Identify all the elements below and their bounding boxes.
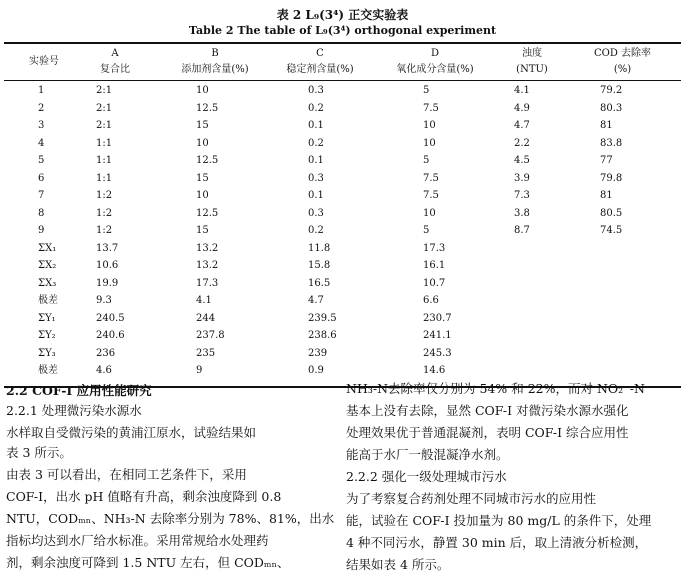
table-cell-b: 13.2	[196, 260, 219, 271]
table-cell-cod	[600, 240, 640, 258]
table-cell-c: 0.1	[308, 120, 324, 131]
table-cell-b: 10	[196, 137, 209, 149]
table-cell-a: 236	[96, 347, 116, 359]
table-cell-cod: 83.8	[600, 137, 623, 149]
table-cell-c: 0.3	[308, 85, 324, 96]
table-cell-d: 5	[423, 85, 430, 96]
table-cell-b: 4.1	[196, 295, 212, 306]
left-line: 表 3 所示。	[6, 445, 72, 460]
table-cell-turb: 8.7	[514, 225, 530, 236]
header-cod: COD 去除率	[593, 48, 652, 59]
table-cell-cod: 79.2	[600, 85, 623, 96]
table-cell-d: 7.5	[423, 102, 439, 114]
table-cell-d: 10	[423, 137, 436, 149]
table-cell-c: 0.2	[308, 102, 324, 114]
header-c: 稳定剂含量(%)	[286, 64, 354, 75]
header-a-letter: A	[111, 48, 119, 59]
table-cell-a: 240.6	[96, 330, 125, 341]
header-a: 复合比	[100, 64, 130, 75]
table-cell-label: ΣX₃	[38, 277, 57, 289]
table-cell-b: 244	[196, 312, 216, 324]
table-cell-cod	[600, 292, 640, 310]
table-cell-d: 245.3	[423, 347, 452, 359]
table-cell-a: 1:1	[96, 172, 113, 184]
table-top-rule	[4, 42, 681, 44]
header-b-letter: B	[211, 48, 219, 59]
table-cell-label: 6	[38, 172, 45, 184]
subsection-heading-2-2-1: 2.2.1 处理微污染水源水	[6, 403, 142, 418]
table-cell-label: ΣX₂	[38, 260, 57, 271]
table-cell-turb	[514, 345, 554, 363]
table-cell-label: 7	[38, 190, 45, 201]
left-line: 剂，剩余浊度可降到 1.5 NTU 左右，但 CODₘₙ、	[6, 555, 290, 570]
table-cell-a: 2:1	[96, 102, 113, 114]
table-cell-label: ΣX₁	[38, 242, 57, 254]
table-cell-c: 239	[308, 347, 328, 359]
table-cell-b: 10	[196, 190, 209, 201]
table-cell-c: 0.1	[308, 155, 324, 166]
table-cell-c: 239.5	[308, 312, 337, 324]
table-cell-b: 17.3	[196, 277, 219, 289]
table-cell-b: 237.8	[196, 330, 225, 341]
left-line: 由表 3 可以看出，在相同工艺条件下，采用	[6, 467, 247, 482]
table-cell-label: 极差	[38, 365, 58, 376]
table-cell-d: 7.5	[423, 172, 439, 184]
right-line: 处理效果优于普通混凝剂，表明 COF-I 综合应用性	[346, 425, 629, 440]
table-cell-d: 10.7	[423, 277, 446, 289]
table-cell-cod: 81	[600, 120, 613, 131]
table-cell-c: 0.1	[308, 190, 324, 201]
table-cell-c: 16.5	[308, 277, 331, 289]
table-cell-c: 0.9	[308, 365, 324, 376]
table-cell-turb: 3.8	[514, 207, 530, 219]
header-turbidity-unit: (NTU)	[516, 64, 548, 75]
table-cell-a: 2:1	[96, 120, 113, 131]
table-cell-turb	[514, 292, 554, 310]
table-cell-turb: 2.2	[514, 137, 530, 149]
left-line: 水样取自受微污染的黄浦江原水，试验结果如	[6, 425, 257, 440]
table-cell-a: 1:2	[96, 190, 113, 201]
table-cell-cod: 81	[600, 190, 613, 201]
table-cell-d: 10	[423, 120, 436, 131]
table-cell-d: 6.6	[423, 295, 439, 306]
table-cell-a: 13.7	[96, 242, 119, 254]
table-cell-c: 15.8	[308, 260, 331, 271]
table-cell-turb: 3.9	[514, 172, 530, 184]
table-cell-cod: 80.3	[600, 102, 623, 114]
table-cell-label: 9	[38, 225, 45, 236]
table-cell-a: 1:2	[96, 207, 113, 219]
header-d: 氧化成分含量(%)	[396, 64, 474, 75]
table-cell-label: 2	[38, 102, 45, 114]
table-cell-a: 1:2	[96, 225, 113, 236]
table-cell-label: 极差	[38, 295, 58, 306]
table-cell-turb: 7.3	[514, 190, 530, 201]
table-header-rule	[4, 80, 681, 81]
table-cell-label: ΣY₁	[38, 312, 56, 324]
table-cell-label: 3	[38, 120, 45, 131]
table-cell-b: 15	[196, 172, 209, 184]
table-cell-cod	[600, 327, 640, 345]
table-cell-d: 230.7	[423, 312, 452, 324]
table-cell-a: 19.9	[96, 277, 119, 289]
table-cell-cod	[600, 345, 640, 363]
table-cell-d: 5	[423, 225, 430, 236]
left-line: NTU，CODₘₙ、NH₃-N 去除率分别为 78%、81%，出水	[6, 511, 335, 526]
left-line: 指标均达到水厂给水标准。采用常规给水处理药	[6, 533, 269, 548]
table-cell-label: ΣY₃	[38, 347, 56, 359]
table-cell-turb: 4.1	[514, 85, 530, 96]
header-exp: 实验号	[29, 56, 59, 67]
table-cell-c: 0.3	[308, 172, 324, 184]
table-cell-d: 14.6	[423, 365, 446, 376]
table-cell-label: 4	[38, 137, 45, 149]
table-cell-d: 17.3	[423, 242, 446, 254]
table-cell-cod: 79.8	[600, 172, 623, 184]
table-cell-b: 13.2	[196, 242, 219, 254]
table-cell-c: 238.6	[308, 330, 337, 341]
table-cell-cod: 74.5	[600, 225, 623, 236]
right-line: 为了考察复合药剂处理不同城市污水的应用性	[346, 491, 597, 506]
section-heading-2-2: 2.2 COF-I 应用性能研究	[6, 383, 152, 398]
header-b: 添加剂含量(%)	[181, 64, 249, 75]
table-cell-b: 12.5	[196, 155, 219, 166]
table-title-cn: 表 2 L₉(3⁴) 正交实验表	[276, 8, 409, 22]
table-cell-d: 10	[423, 207, 436, 219]
table-cell-cod: 80.5	[600, 207, 623, 219]
table-cell-c: 4.7	[308, 295, 324, 306]
table-cell-c: 0.2	[308, 137, 324, 149]
table-cell-turb: 4.7	[514, 120, 530, 131]
table-cell-d: 241.1	[423, 330, 452, 341]
header-turbidity: 浊度	[522, 48, 542, 59]
table-cell-label: 1	[38, 85, 45, 96]
table-cell-label: 8	[38, 207, 45, 219]
table-cell-label: ΣY₂	[38, 330, 56, 341]
table-cell-b: 15	[196, 120, 209, 131]
table-cell-turb	[514, 257, 554, 275]
table-cell-a: 1:1	[96, 137, 113, 149]
table-cell-a: 10.6	[96, 260, 119, 271]
table-cell-a: 240.5	[96, 312, 125, 324]
table-title-en: Table 2 The table of L₉(3⁴) orthogonal experiment	[188, 24, 497, 37]
table-cell-turb	[514, 275, 554, 293]
table-cell-b: 235	[196, 347, 216, 359]
right-line: 结果如表 4 所示。	[346, 557, 450, 572]
header-c-letter: C	[316, 48, 324, 59]
table-cell-d: 16.1	[423, 260, 446, 271]
header-cod-unit: (%)	[613, 64, 632, 75]
table-cell-b: 15	[196, 225, 209, 236]
table-cell-turb	[514, 240, 554, 258]
table-cell-turb: 4.9	[514, 102, 530, 114]
table-cell-a: 2:1	[96, 85, 113, 96]
table-cell-cod: 77	[600, 155, 613, 166]
table-cell-b: 12.5	[196, 207, 219, 219]
right-line: 4 种不同污水，静置 30 min 后，取上清液分析检测，	[346, 535, 648, 550]
table-cell-a: 4.6	[96, 365, 112, 376]
table-cell-turb: 4.5	[514, 155, 530, 166]
table-cell-label: 5	[38, 155, 45, 166]
table-cell-turb	[514, 327, 554, 345]
header-d-letter: D	[430, 48, 440, 59]
right-line: NH₃-N去除率仅分别为 54% 和 22%，而对 NO₂⁻-N	[346, 381, 645, 396]
subsection-heading-2-2-2: 2.2.2 强化一级处理城市污水	[346, 469, 507, 484]
table-cell-b: 9	[196, 365, 203, 376]
table-cell-b: 10	[196, 85, 209, 96]
table-cell-cod	[600, 257, 640, 275]
table-cell-d: 5	[423, 155, 430, 166]
right-line: 能，试验在 COF-I 投加量为 80 mg/L 的条件下，处理	[346, 513, 652, 528]
table-cell-cod	[600, 275, 640, 293]
table-cell-cod	[600, 310, 640, 328]
table-cell-a: 1:1	[96, 155, 113, 166]
left-line: COF-I，出水 pH 值略有升高，剩余浊度降到 0.8	[6, 489, 282, 504]
table-cell-d: 7.5	[423, 190, 439, 201]
table-cell-c: 0.2	[308, 225, 324, 236]
table-cell-c: 11.8	[308, 242, 331, 254]
table-cell-b: 12.5	[196, 102, 219, 114]
table-cell-turb	[514, 310, 554, 328]
table-cell-a: 9.3	[96, 295, 112, 306]
right-line: 能高于水厂一般混凝净水剂。	[346, 447, 509, 462]
table-cell-c: 0.3	[308, 207, 324, 219]
right-line: 基本上没有去除，显然 COF-I 对微污染水源水强化	[346, 403, 629, 418]
